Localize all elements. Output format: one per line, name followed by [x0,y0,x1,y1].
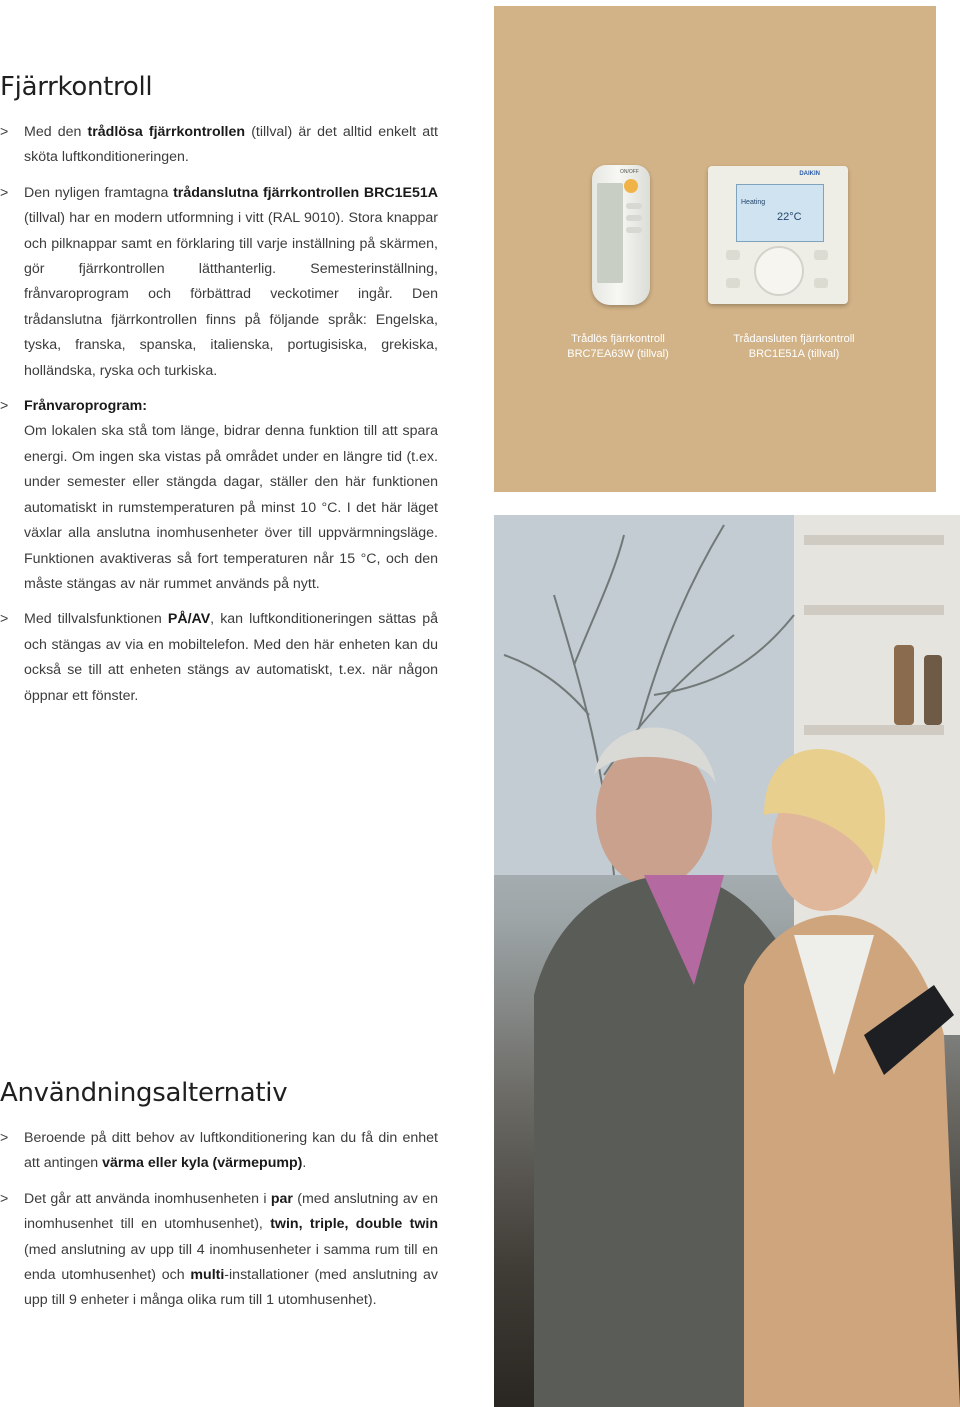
remote-button-icon [726,278,740,288]
navigation-ring-icon [754,246,804,296]
remote-button-icon [726,250,740,260]
text-run: -installationer (med anslutning av upp till 9 enheter i många olika rum till 1 utomhusenhet). [24,1267,438,1309]
caption-line: Trådansluten fjärrkontroll [733,333,855,345]
bullet-arrow-icon: > [0,1190,9,1207]
text-run: Med tillvalsfunktionen [24,611,168,628]
bold-text: par [270,1190,293,1207]
text-run: Beroende på ditt behov av luftkonditionering kan du få din enhet att antingen [24,1130,438,1172]
caption-line: Trådlös fjärrkontroll [571,333,665,345]
item-text [24,1191,438,1309]
text-run: Den nyligen framtagna [24,184,174,201]
remote-button-icon [814,250,828,260]
text-run: Det går att använda inomhusenheten i [24,1190,271,1207]
wired-remote-image [708,166,848,304]
heading-anvandningsalternativ: Användningsalternativ [0,1078,288,1108]
item-text [24,611,438,703]
bold-text: trådanslutna fjärrkontrollen BRC1E51A [173,184,438,201]
list-item [0,1187,438,1314]
text-run: . [302,1155,307,1172]
power-button-icon [624,179,638,193]
item-heading: Frånvaroprogram: [24,398,147,415]
caption-wired-remote [714,332,874,362]
remote-button-icon [626,203,642,209]
remote-display [736,184,824,242]
remote-button-icon [814,278,828,288]
section2-list [0,1126,438,1314]
remote-display [597,183,623,283]
caption-wireless-remote [548,332,688,362]
list-item [0,120,438,171]
temp-text: 22°C [777,211,802,223]
section1-list [0,120,438,709]
on-off-label: ON/OFF [620,169,639,175]
list-item [0,181,438,384]
brand-logo: DAIKIN [799,171,820,177]
list-item [0,394,438,597]
bullet-arrow-icon: > [0,398,9,415]
bold-text: värma eller kyla (värmepump) [102,1155,303,1172]
couple-photo [494,515,960,1407]
photo-illustration [494,515,960,1407]
text-run: Om lokalen ska stå tom länge, bidrar denna funktion till att spara energi. Om ingen ska vistas på området under en längre tid (t.ex. under semester eller stängda dagar, ställer den här funktionen automatiskt in rumstemperaturen på minst 10 °C. I det här läget växlar alla anslutna inomhusenheter över till uppvärmningsläge. Funktionen avaktiveras så fort temperaturen når 15 °C, och den måste stängas av när rummet används på nytt. [24,423,438,592]
bold-text: twin, triple, double twin [270,1216,438,1233]
heading-fjarrkontroll: Fjärrkontroll [0,72,153,102]
list-item [0,1126,438,1177]
caption-line: BRC1E51A (tillval) [748,348,840,360]
bullet-arrow-icon: > [0,124,9,140]
text-run: Med den [24,124,88,140]
item-text [24,423,438,591]
text-run: (med anslutning av upp till 4 inomhusenheter i samma rum till en enda utomhusenhet) och [24,1241,438,1284]
text-run: (med anslutning av en inomhusenhet till en utomhusenhet), [24,1190,438,1233]
caption-line: BRC7EA63W (tillval) [567,348,669,360]
text-run: , kan luftkonditioneringen sättas på och stängas av via en mobiltelefon. Med den här enheten kan du också se till att enheten stängs av automatiskt, t.ex. när någon öppnar ett fönster. [24,611,438,704]
list-item [0,607,438,709]
bold-text: trådlösa fjärrkontrollen [87,124,246,140]
remote-button-icon [626,215,642,221]
bullet-arrow-icon: > [0,184,9,201]
remote-button-icon [626,227,642,233]
item-text [24,1130,438,1171]
mode-text: Heating [741,199,766,206]
wireless-remote-image [592,165,650,305]
text-run: (tillval) är det alltid enkelt att sköta luftkonditioneringen. [24,124,439,166]
item-text [24,185,438,379]
bullet-arrow-icon: > [0,1130,9,1146]
bullet-arrow-icon: > [0,611,9,628]
bold-text: multi [190,1267,225,1284]
bold-text: PÅ/AV [167,611,211,628]
text-run: (tillval) har en modern utformning i vitt (RAL 9010). Stora knappar och pilknappar samt en förklaring till varje inställning på skärmen, gör fjärrkontrollen lätthanterlig. Semesterinställning, frånvaroprogram och förbättrad veckotimer ingår. Den trådanslutna fjärrkontrollen finns på följande språk: Engelska, tyska, franska, spanska, italienska, portugisiska, grekiska, holländska, ryska och turkiska. [24,210,438,379]
item-text [24,124,438,165]
